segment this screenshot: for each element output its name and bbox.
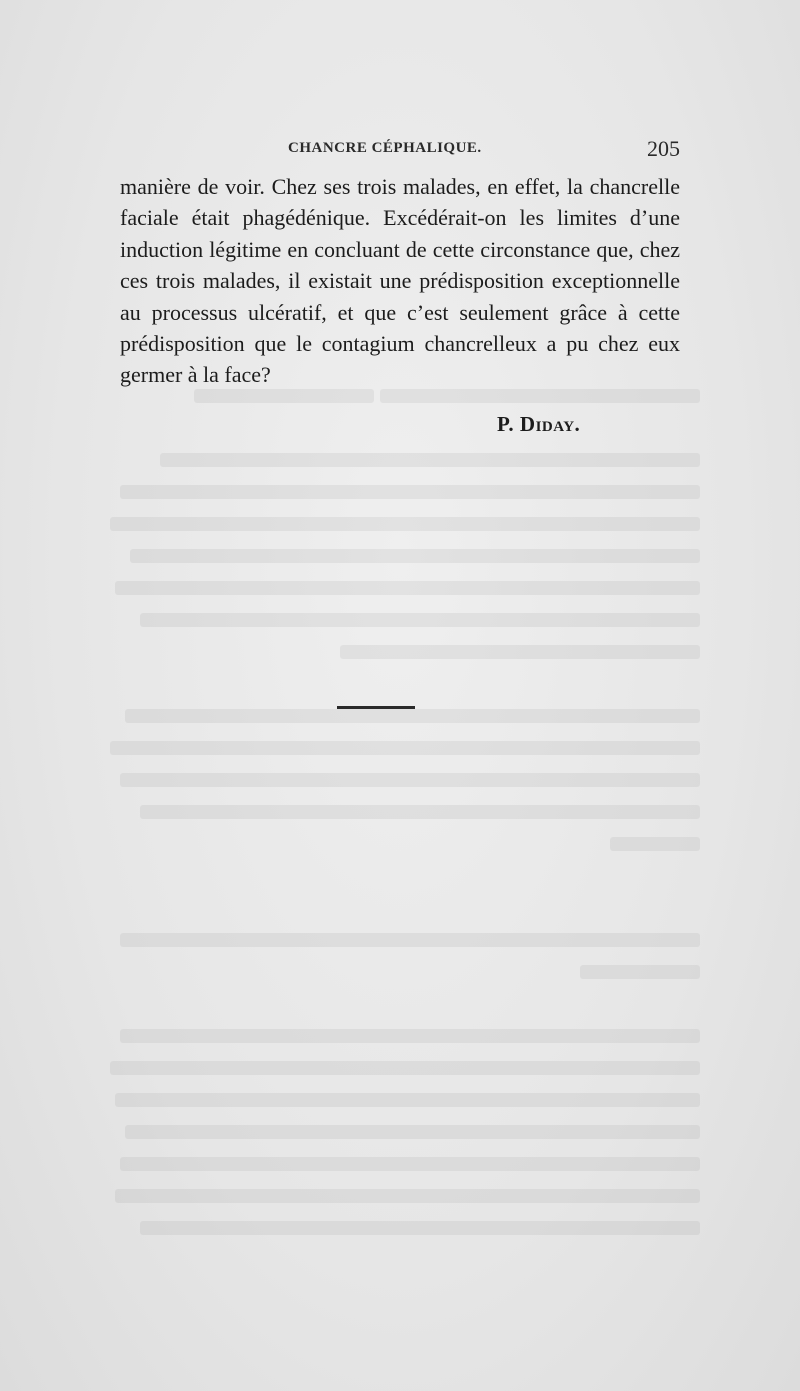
reverse-side-bleed-through [90, 380, 700, 1280]
signature-initial: P. [497, 412, 515, 436]
section-divider-rule [337, 706, 415, 709]
page-header [120, 136, 680, 164]
page-number: 205 [647, 136, 680, 161]
body-paragraph: manière de voir. Chez ses trois malades, en effet, la chancrelle faciale était phagédénique. Excédérait-on les limites d’une induction légitime en concluant de cette circonstance que, chez ces trois malades, il existait une prédisposition exceptionnelle au processus ulcératif, et que c’est seulement grâce à cette prédisposition que le contagium chancrelleux a pu chez eux germer à la face? [120, 174, 680, 388]
author-signature [497, 412, 580, 437]
signature-surname: Diday. [519, 412, 581, 436]
running-title: CHANCRE CÉPHALIQUE. [288, 140, 482, 156]
